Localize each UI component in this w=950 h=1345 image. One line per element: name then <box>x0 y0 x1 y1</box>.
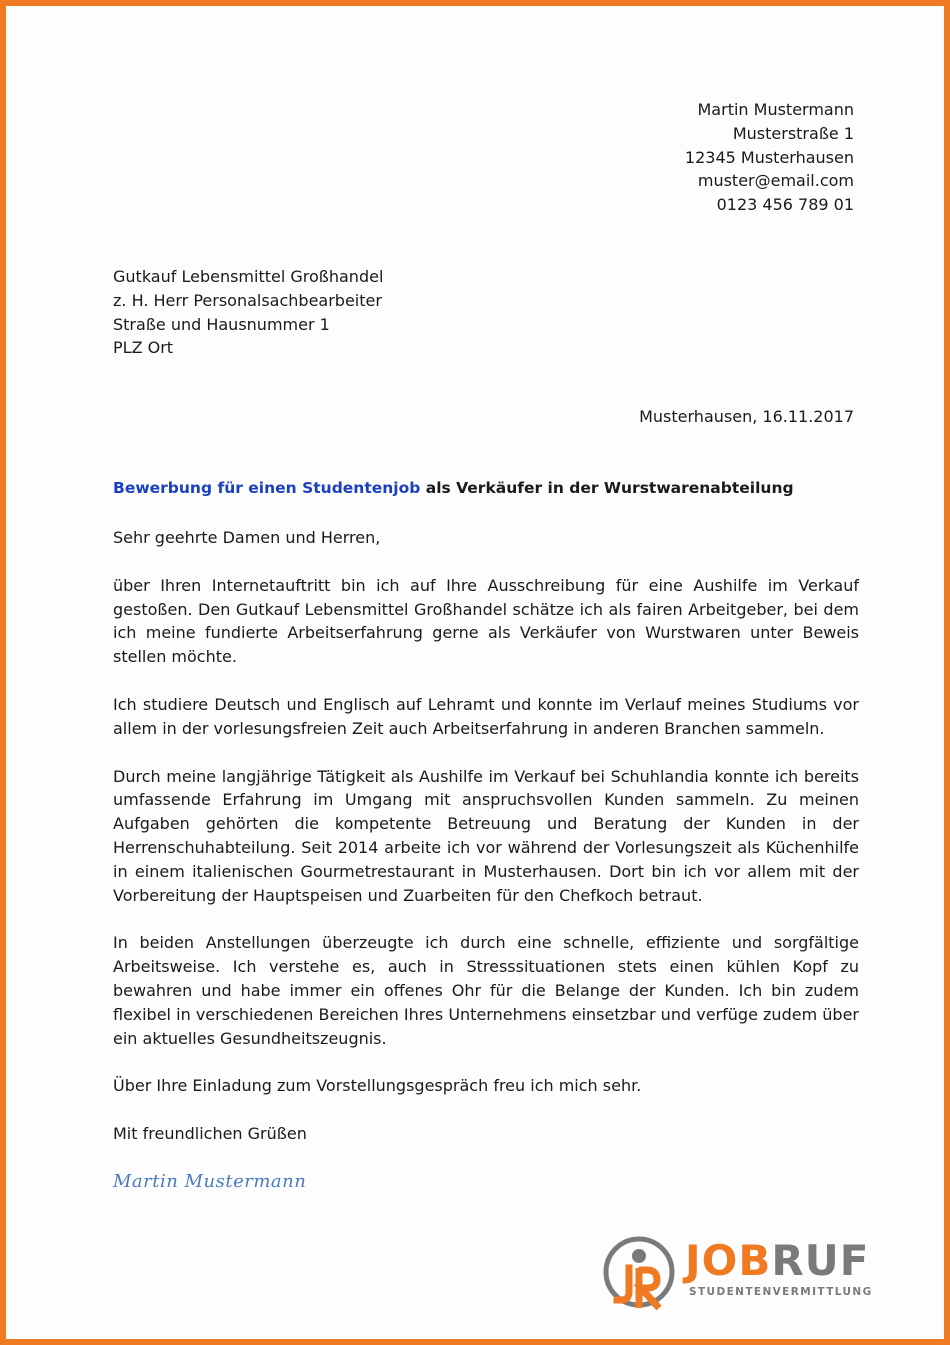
subject-highlight: Bewerbung für einen Studentenjob <box>113 479 421 497</box>
letter-date: Musterhausen, 16.11.2017 <box>639 407 854 426</box>
sender-city: 12345 Musterhausen <box>684 147 854 167</box>
sender-email: muster@email.com <box>697 171 854 191</box>
logo-wordmark <box>685 1238 869 1284</box>
body-paragraph: In beiden Anstellungen überzeugte ich durch eine schnelle, effiziente und sorgfältige Arbeitsweise. Ich verstehe es, auch in Stresssituationen stets einen kühlen Kopf zu bewahren und habe immer ein offenes Ohr für die Belange der Kunden. Ich bin zudem flexibel in verschiedenen Bereichen Ihres Unternehmens einsetzbar und verfüge zudem über ein aktuelles Gesundheitszeugnis. <box>113 933 859 1048</box>
logo-tagline: STUDENTENVERMITTLUNG <box>689 1286 873 1298</box>
sender-address <box>685 98 854 217</box>
subject-line <box>113 479 794 497</box>
recipient-company: Gutkauf Lebensmittel Großhandel <box>113 267 384 286</box>
recipient-street: Straße und Hausnummer 1 <box>113 314 330 334</box>
sender-name: Martin Mustermann <box>697 100 854 119</box>
jobruf-emblem-icon <box>601 1234 681 1314</box>
logo-wordmark-ruf: RUF <box>771 1236 870 1285</box>
signature: Martin Mustermann <box>113 1170 307 1192</box>
jobruf-logo <box>601 1234 871 1314</box>
recipient-city: PLZ Ort <box>113 338 174 358</box>
sender-phone: 0123 456 789 01 <box>716 195 854 215</box>
salutation: Sehr geehrte Damen und Herren, <box>113 528 381 547</box>
recipient-address <box>113 265 383 360</box>
sender-street: Musterstraße 1 <box>732 123 854 143</box>
subject-rest: als Verkäufer in der Wurstwarenabteilung <box>420 479 794 497</box>
recipient-attention: z. H. Herr Personalsachbearbeiter <box>113 290 382 310</box>
closing: Mit freundlichen Grüßen <box>113 1124 307 1144</box>
letter-body <box>113 526 859 1218</box>
body-paragraph: über Ihren Internetauftritt bin ich auf Ihre Ausschreibung für eine Aushilfe im Verkauf gestoßen. Den Gutkauf Lebensmittel Großhandel schätze ich als fairen Arbeitgeber, bei dem ich meine fundierte Arbeitserfahrung gerne als Verkäufer von Wurstwaren unter Beweis stellen möchte. <box>113 575 859 667</box>
body-paragraph: Über Ihre Einladung zum Vorstellungsgespräch freu ich mich sehr. <box>113 1076 642 1096</box>
logo-wordmark-job: JOB <box>685 1236 772 1285</box>
body-paragraph: Durch meine langjährige Tätigkeit als Aushilfe im Verkauf bei Schuhlandia konnte ich bereits umfassende Erfahrung im Umgang mit anspruchsvollen Kunden sammeln. Zu meinen Aufgaben gehörten die kompetente Betreuung und Beratung der Kunden in der Herrenschuhabteilung. Seit 2014 arbeite ich vor während der Vorlesungszeit als Küchenhilfe in einem italienischen Gourmetrestaurant in Musterhausen. Dort bin ich vor allem mit der Vorbereitung der Hauptspeisen und Zuarbeiten für den Chefkoch betraut. <box>113 766 859 905</box>
body-paragraph: Ich studiere Deutsch und Englisch auf Lehramt und konnte im Verlauf meines Studiums vor allem in der vorlesungsfreien Zeit auch Arbeitserfahrung in anderen Branchen sammeln. <box>113 694 859 738</box>
